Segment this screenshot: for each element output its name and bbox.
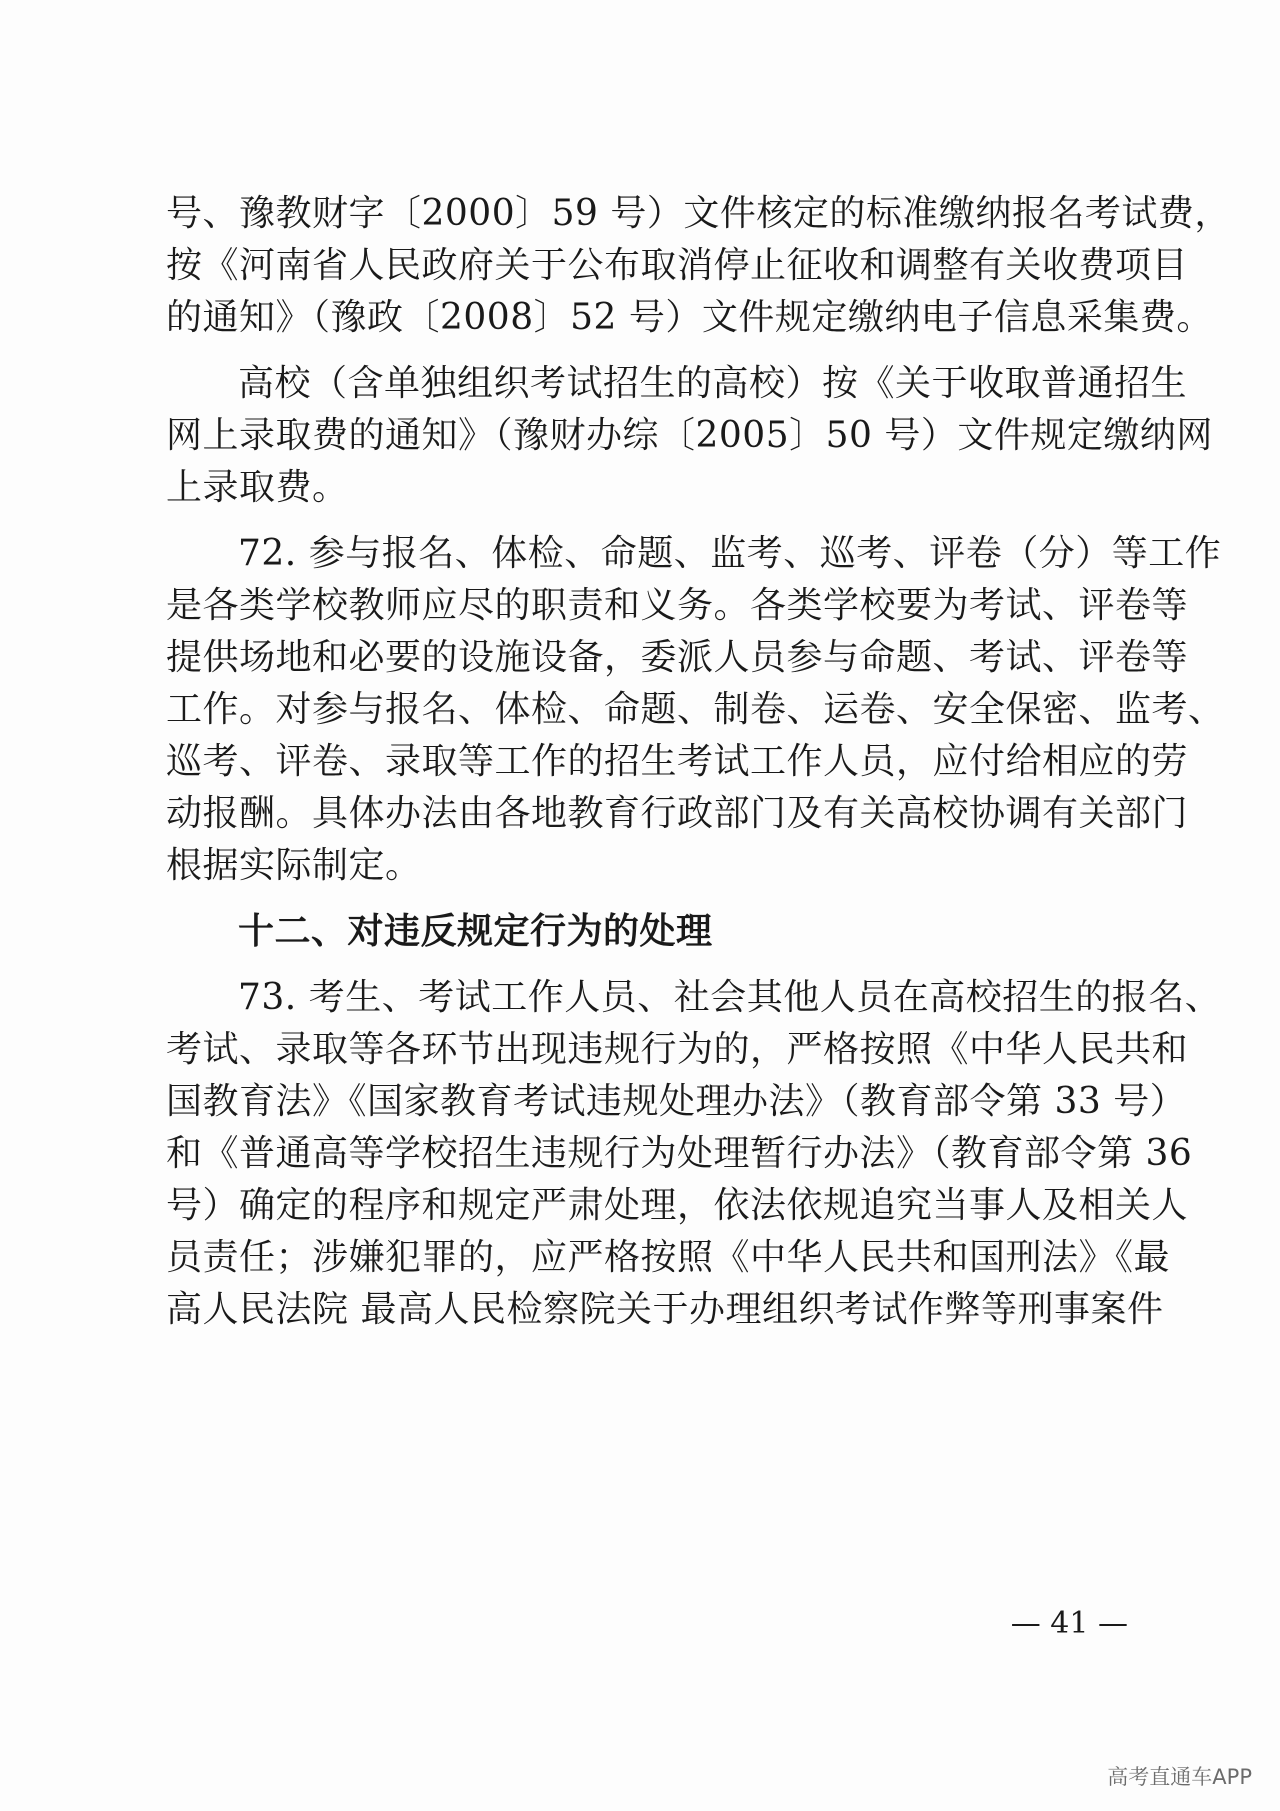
text-line: 高校（含单独组织考试招生的高校）按《关于收取普通招生 xyxy=(238,363,1188,404)
text-line: 动报酬。具体办法由各地教育行政部门及有关高校协调有关部门 xyxy=(166,793,1189,834)
watermark: 高考直通车APP xyxy=(1107,1765,1252,1789)
text-line: 的通知》（豫政〔2008〕52 号）文件规定缴纳电子信息采集费。 xyxy=(166,297,1213,338)
text-line: 网上录取费的通知》（豫财办综〔2005〕50 号）文件规定缴纳网 xyxy=(166,415,1213,456)
text-line: 72. 参与报名、体检、命题、监考、巡考、评卷（分）等工作 xyxy=(238,533,1222,574)
text-line: 号）确定的程序和规定严肃处理，依法依规追究当事人及相关人 xyxy=(166,1185,1189,1226)
text-line: 国教育法》《国家教育考试违规处理办法》（教育部令第 33 号） xyxy=(166,1081,1187,1122)
text-line: 员责任；涉嫌犯罪的，应严格按照《中华人民共和国刑法》《最 xyxy=(166,1237,1171,1278)
text-line: 按《河南省人民政府关于公布取消停止征收和调整有关收费项目 xyxy=(166,245,1189,286)
text-line: 73. 考生、考试工作人员、社会其他人员在高校招生的报名、 xyxy=(238,977,1222,1018)
text-line: 是各类学校教师应尽的职责和义务。各类学校要为考试、评卷等 xyxy=(166,585,1189,626)
text-line: 巡考、评卷、录取等工作的招生考试工作人员，应付给相应的劳 xyxy=(166,741,1189,782)
text-line: 考试、录取等各环节出现违规行为的，严格按照《中华人民共和 xyxy=(166,1029,1189,1070)
text-line: 根据实际制定。 xyxy=(166,845,422,886)
section-heading: 十二、对违反规定行为的处理 xyxy=(238,911,713,952)
text-line: 号、豫教财字〔2000〕59 号）文件核定的标准缴纳报名考试费， xyxy=(166,193,1231,234)
text-line: 工作。对参与报名、体检、命题、制卷、运卷、安全保密、监考、 xyxy=(166,689,1225,730)
text-line: 和《普通高等学校招生违规行为处理暂行办法》（教育部令第 36 xyxy=(166,1133,1193,1174)
text-line: 提供场地和必要的设施设备，委派人员参与命题、考试、评卷等 xyxy=(166,637,1189,678)
text-line: 高人民法院 最高人民检察院关于办理组织考试作弊等刑事案件 xyxy=(166,1289,1164,1330)
text-line: 上录取费。 xyxy=(166,467,349,508)
page-number: — 41 — xyxy=(1010,1606,1128,1641)
